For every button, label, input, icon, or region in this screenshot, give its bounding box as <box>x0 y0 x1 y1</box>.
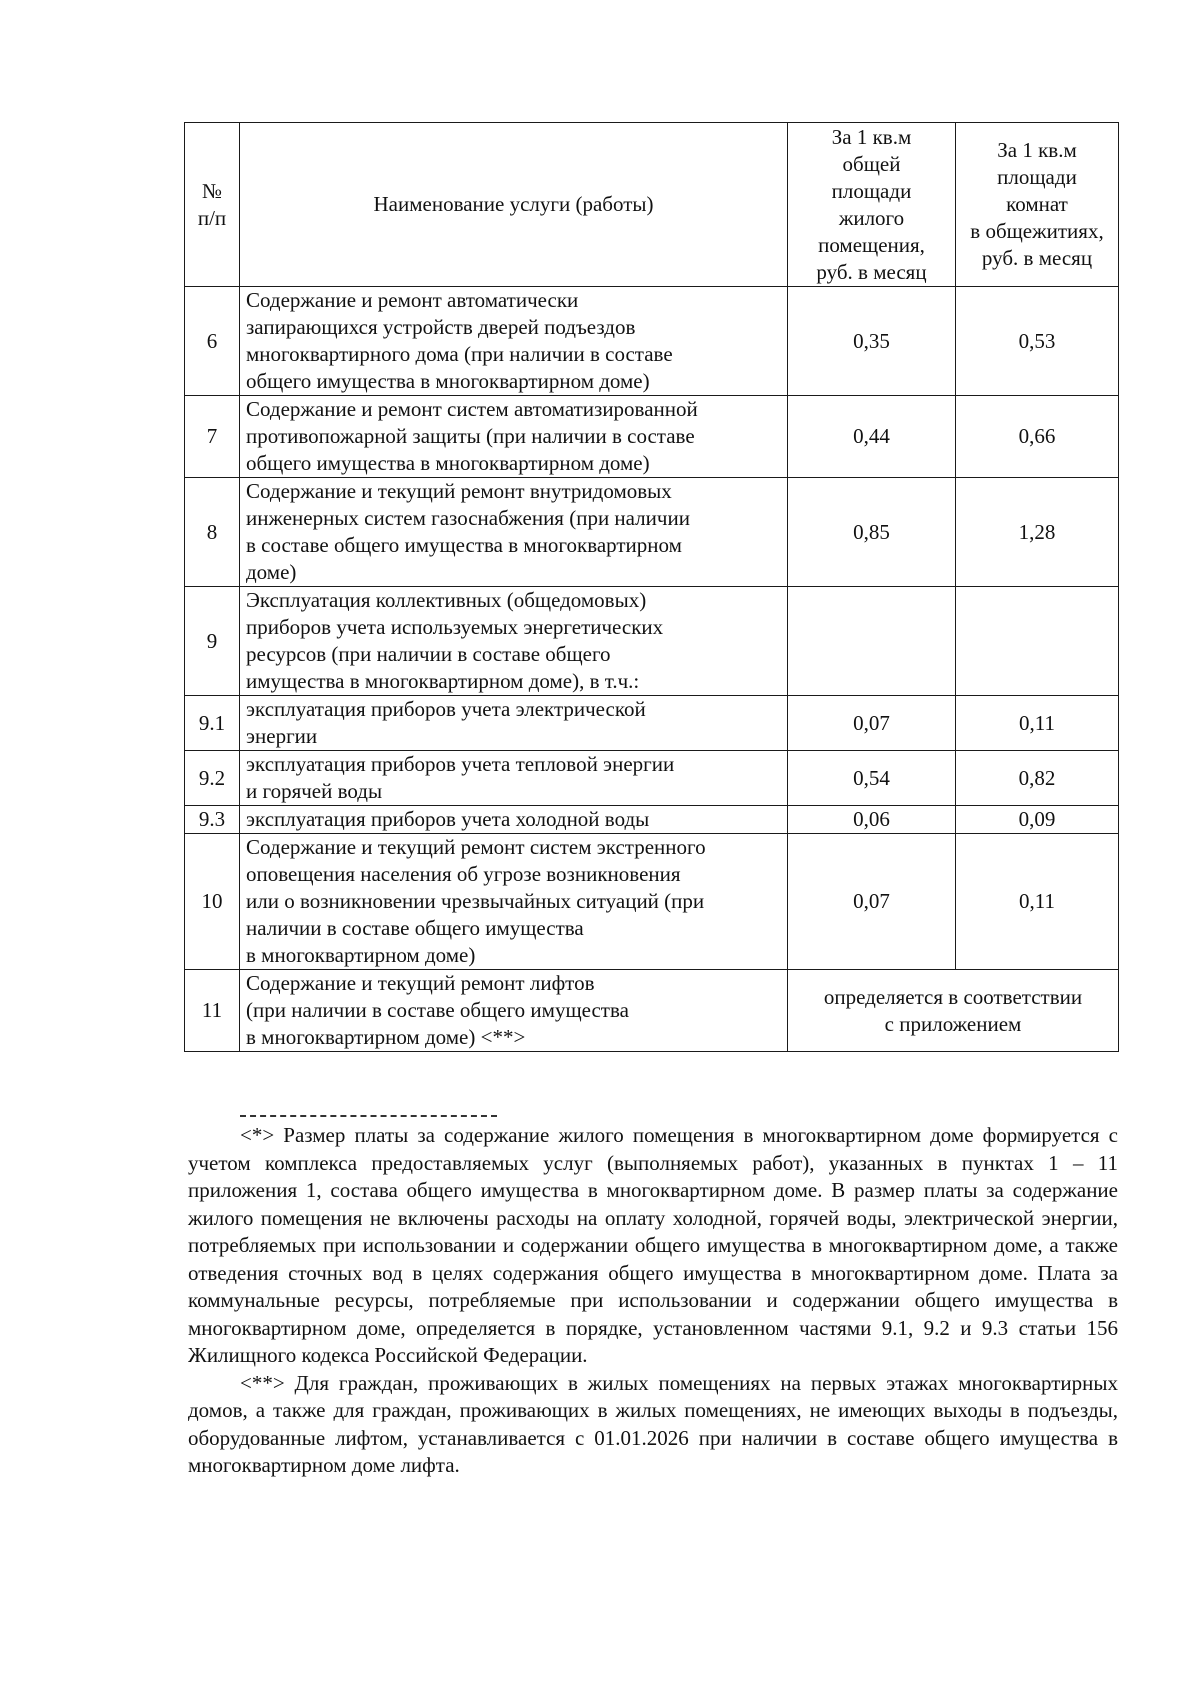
row-number: 9.3 <box>185 806 240 834</box>
row-service-name: Содержание и ремонт систем автоматизированной противопожарной защиты (при наличии в составе общего имущества в многоквартирном доме) <box>240 396 788 478</box>
row-service-name: эксплуатация приборов учета электрической энергии <box>240 696 788 751</box>
header-per-sqm-dormitory-rooms: За 1 кв.м площади комнат в общежитиях, руб. в месяц <box>956 123 1119 287</box>
row-number: 6 <box>185 287 240 396</box>
header-service-name: Наименование услуги (работы) <box>240 123 788 287</box>
row-number: 7 <box>185 396 240 478</box>
row-value-dormitory: 1,28 <box>956 478 1119 587</box>
row-value-dormitory: 0,09 <box>956 806 1119 834</box>
row-value-dormitory <box>956 587 1119 696</box>
table-row <box>185 396 1119 478</box>
row-value-dormitory: 0,11 <box>956 696 1119 751</box>
row-value-total-area <box>788 587 956 696</box>
footnote-separator <box>240 1115 497 1117</box>
row-service-name: Содержание и текущий ремонт систем экстренного оповещения населения об угрозе возникновения или о возникновении чрезвычайных ситуаций (при наличии в составе общего имущества в многоквартирном доме) <box>240 834 788 970</box>
row-service-name: эксплуатация приборов учета тепловой энергии и горячей воды <box>240 751 788 806</box>
row-number: 11 <box>185 970 240 1052</box>
row-value-total-area: 0,54 <box>788 751 956 806</box>
table-row <box>185 587 1119 696</box>
table-row <box>185 834 1119 970</box>
row-value-total-area: 0,35 <box>788 287 956 396</box>
table-row <box>185 478 1119 587</box>
header-per-sqm-total-area: За 1 кв.м общей площади жилого помещения, руб. в месяц <box>788 123 956 287</box>
row-value-total-area: 0,85 <box>788 478 956 587</box>
row-number: 8 <box>185 478 240 587</box>
row-number: 9.2 <box>185 751 240 806</box>
tariff-table <box>184 122 1119 1052</box>
row-service-name: Содержание и ремонт автоматически запирающихся устройств дверей подъездов многоквартирного дома (при наличии в составе общего имущества в многоквартирном доме) <box>240 287 788 396</box>
row-number: 9.1 <box>185 696 240 751</box>
row-service-name: Содержание и текущий ремонт внутридомовых инженерных систем газоснабжения (при наличии в составе общего имущества в многоквартирном доме) <box>240 478 788 587</box>
table-row <box>185 751 1119 806</box>
row-value-total-area: 0,06 <box>788 806 956 834</box>
footnote-1: <*> Размер платы за содержание жилого помещения в многоквартирном доме формируется с учетом комплекса предоставляемых услуг (выполняемых работ), указанных в пунктах 1 – 11 приложения 1, состава общего имущества в многоквартирном доме. В размер платы за содержание жилого помещения не включены расходы на оплату холодной, горячей воды, электрической энергии, потребляемых при использовании и содержании общего имущества в многоквартирном доме, а также отведения сточных вод в целях содержания общего имущества в многоквартирном доме. Плата за коммунальные ресурсы, потребляемые при использовании и содержании общего имущества в многоквартирном доме, определяется в порядке, установленном частями 9.1, 9.2 и 9.3 статьи 156 Жилищного кодекса Российской Федерации. <box>188 1123 1118 1367</box>
row-value-dormitory: 0,66 <box>956 396 1119 478</box>
row-number: 9 <box>185 587 240 696</box>
row-service-name: Эксплуатация коллективных (общедомовых) приборов учета используемых энергетических ресурсов (при наличии в составе общего имущества в многоквартирном доме), в т.ч.: <box>240 587 788 696</box>
row-number: 10 <box>185 834 240 970</box>
table-row <box>185 287 1119 396</box>
footnote-2: <**> Для граждан, проживающих в жилых помещениях на первых этажах многоквартирных домов, а также для граждан, проживающих в жилых помещениях, не имеющих выходы в подъезды, оборудованные лифтом, устанавливается с 01.01.2026 при наличии в составе общего имущества в многоквартирном доме лифта. <box>188 1370 1118 1477</box>
row-value-total-area: 0,07 <box>788 696 956 751</box>
row-value-dormitory: 0,11 <box>956 834 1119 970</box>
table-body <box>185 287 1119 1052</box>
row-value-total-area: 0,07 <box>788 834 956 970</box>
row-merged-value: определяется в соответствии с приложением <box>788 970 1119 1052</box>
table-row <box>185 696 1119 751</box>
row-service-name: эксплуатация приборов учета холодной воды <box>240 806 788 834</box>
row-value-dormitory: 0,53 <box>956 287 1119 396</box>
table-row-11 <box>185 970 1119 1052</box>
footnotes <box>188 1122 1118 1480</box>
table-row <box>185 806 1119 834</box>
table-header-row <box>185 123 1119 287</box>
row-service-name: Содержание и текущий ремонт лифтов (при наличии в составе общего имущества в многоквартирном доме) <**> <box>240 970 788 1052</box>
row-value-dormitory: 0,82 <box>956 751 1119 806</box>
header-number: № п/п <box>185 123 240 287</box>
row-value-total-area: 0,44 <box>788 396 956 478</box>
